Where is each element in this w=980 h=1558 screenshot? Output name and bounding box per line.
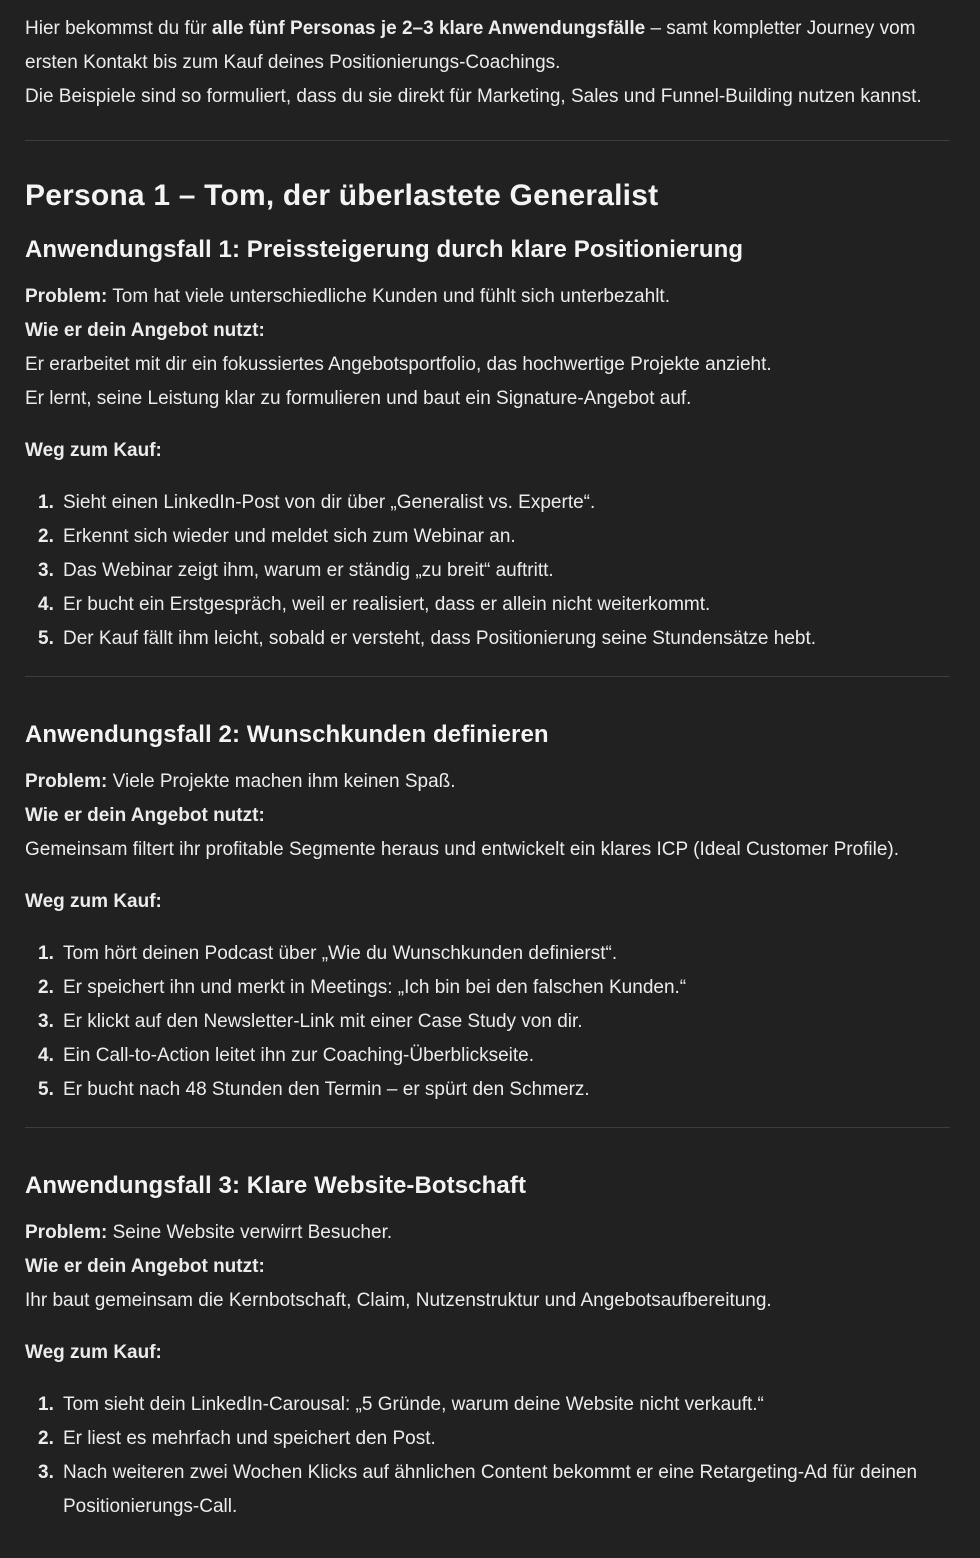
usecase-3-heading: Anwendungsfall 3: Klare Website-Botschaft [25, 1172, 527, 1199]
list-item-number: 3. [38, 1011, 54, 1032]
list-item [25, 971, 950, 1005]
list-item-number: 3. [38, 560, 54, 581]
usecase-2-problem [25, 765, 950, 799]
usecase-3-steps-list [25, 1388, 950, 1524]
list-item-number: 2. [38, 1428, 54, 1449]
persona-title: Persona 1 – Tom, der überlastete Generalist [25, 179, 659, 212]
list-item-number: 1. [38, 943, 54, 964]
list-item-number: 3. [38, 1462, 54, 1483]
list-item-text: Der Kauf fällt ihm leicht, sobald er versteht, dass Positionierung seine Stundensätze hebt. [63, 628, 817, 649]
usecase-2-steps-list [25, 937, 950, 1107]
intro-paragraph-1 [25, 12, 950, 80]
list-item [25, 554, 950, 588]
list-item-text: Tom hört deinen Podcast über „Wie du Wunschkunden definierst“. [63, 943, 618, 964]
usecase-1-problem [25, 280, 950, 314]
list-item-number: 2. [38, 526, 54, 547]
usecase-2-usage-line-1: Gemeinsam filtert ihr profitable Segmente heraus und entwickelt ein klares ICP (Ideal Customer Profile). [25, 839, 900, 860]
problem-label: Problem: [25, 1222, 108, 1243]
problem-text: Seine Website verwirrt Besucher. [107, 1222, 393, 1243]
intro-paragraph-2: Die Beispiele sind so formuliert, dass du sie direkt für Marketing, Sales und Funnel-Building nutzen kannst. [25, 86, 922, 107]
list-item-number: 2. [38, 977, 54, 998]
usecase-2-usage-label: Wie er dein Angebot nutzt: [25, 805, 265, 826]
usecase-2-path-label: Weg zum Kauf: [25, 891, 162, 912]
list-item [25, 1456, 950, 1524]
list-item-text: Er bucht nach 48 Stunden den Termin – er spürt den Schmerz. [63, 1079, 590, 1100]
list-item-text: Er liest es mehrfach und speichert den Post. [63, 1428, 436, 1449]
list-item-text: Ein Call-to-Action leitet ihn zur Coaching-Überblickseite. [63, 1045, 534, 1066]
usecase-2-details [25, 765, 950, 867]
list-item [25, 520, 950, 554]
list-item-number: 4. [38, 1045, 54, 1066]
list-item-number: 1. [38, 492, 54, 513]
section-divider [25, 140, 950, 141]
list-item-text: Er klickt auf den Newsletter-Link mit einer Case Study von dir. [63, 1011, 583, 1032]
usecase-1-path-label: Weg zum Kauf: [25, 440, 162, 461]
problem-label: Problem: [25, 771, 108, 792]
usecase-3-details [25, 1216, 950, 1318]
list-item-number: 1. [38, 1394, 54, 1415]
usecase-1-details [25, 280, 950, 416]
list-item [25, 1039, 950, 1073]
section-divider [25, 676, 950, 677]
list-item-text: Tom sieht dein LinkedIn-Carousal: „5 Gründe, warum deine Website nicht verkauft.“ [63, 1394, 764, 1415]
usecase-1-usage-line-2: Er lernt, seine Leistung klar zu formulieren und baut ein Signature-Angebot auf. [25, 388, 692, 409]
list-item [25, 486, 950, 520]
list-item-text: Er bucht ein Erstgespräch, weil er realisiert, dass er allein nicht weiterkommt. [63, 594, 711, 615]
list-item [25, 1005, 950, 1039]
problem-text: Viele Projekte machen ihm keinen Spaß. [107, 771, 456, 792]
list-item [25, 588, 950, 622]
list-item-text: Das Webinar zeigt ihm, warum er ständig „zu breit“ auftritt. [63, 560, 554, 581]
list-item-text: Erkennt sich wieder und meldet sich zum Webinar an. [63, 526, 516, 547]
usecase-3-usage-line-1: Ihr baut gemeinsam die Kernbotschaft, Claim, Nutzenstruktur und Angebotsaufbereitung. [25, 1290, 772, 1311]
usecase-section-2 [25, 719, 950, 1107]
list-item-text: Sieht einen LinkedIn-Post von dir über „Generalist vs. Experte“. [63, 492, 596, 513]
usecase-1-usage-line-1: Er erarbeitet mit dir ein fokussiertes Angebotsportfolio, das hochwertige Projekte anzieht. [25, 354, 772, 375]
list-item [25, 1422, 950, 1456]
list-item-text: Er speichert ihn und merkt in Meetings: „Ich bin bei den falschen Kunden.“ [63, 977, 687, 998]
list-item-number: 5. [38, 628, 54, 649]
usecase-1-heading: Anwendungsfall 1: Preissteigerung durch klare Positionierung [25, 236, 744, 263]
list-item [25, 1388, 950, 1422]
intro-text-bold: alle fünf Personas je 2–3 klare Anwendungsfälle [211, 18, 646, 39]
usecase-1-steps-list [25, 486, 950, 656]
usecase-3-path-label: Weg zum Kauf: [25, 1342, 162, 1363]
problem-text: Tom hat viele unterschiedliche Kunden und fühlt sich unterbezahlt. [107, 286, 670, 307]
usecase-2-heading: Anwendungsfall 2: Wunschkunden definieren [25, 721, 549, 748]
usecase-3-usage-label: Wie er dein Angebot nutzt: [25, 1256, 265, 1277]
list-item [25, 622, 950, 656]
usecase-3-problem [25, 1216, 950, 1250]
list-item-text: Nach weiteren zwei Wochen Klicks auf ähnlichen Content bekommt er eine Retargeting-Ad für deinen Positionierungs-Call. [63, 1462, 918, 1517]
list-item [25, 1073, 950, 1107]
intro-text-rest: – samt kompletter Journey vom ersten Kontakt bis zum Kauf deines Positionierungs-Coachings. [25, 18, 916, 73]
usecase-section-1 [25, 234, 950, 656]
list-item-number: 4. [38, 594, 54, 615]
usecase-section-3 [25, 1170, 950, 1524]
usecase-1-usage-label: Wie er dein Angebot nutzt: [25, 320, 265, 341]
list-item-number: 5. [38, 1079, 54, 1100]
problem-label: Problem: [25, 286, 108, 307]
section-divider [25, 1127, 950, 1128]
intro-text-regular: Hier bekommst du für [25, 18, 212, 39]
list-item [25, 937, 950, 971]
